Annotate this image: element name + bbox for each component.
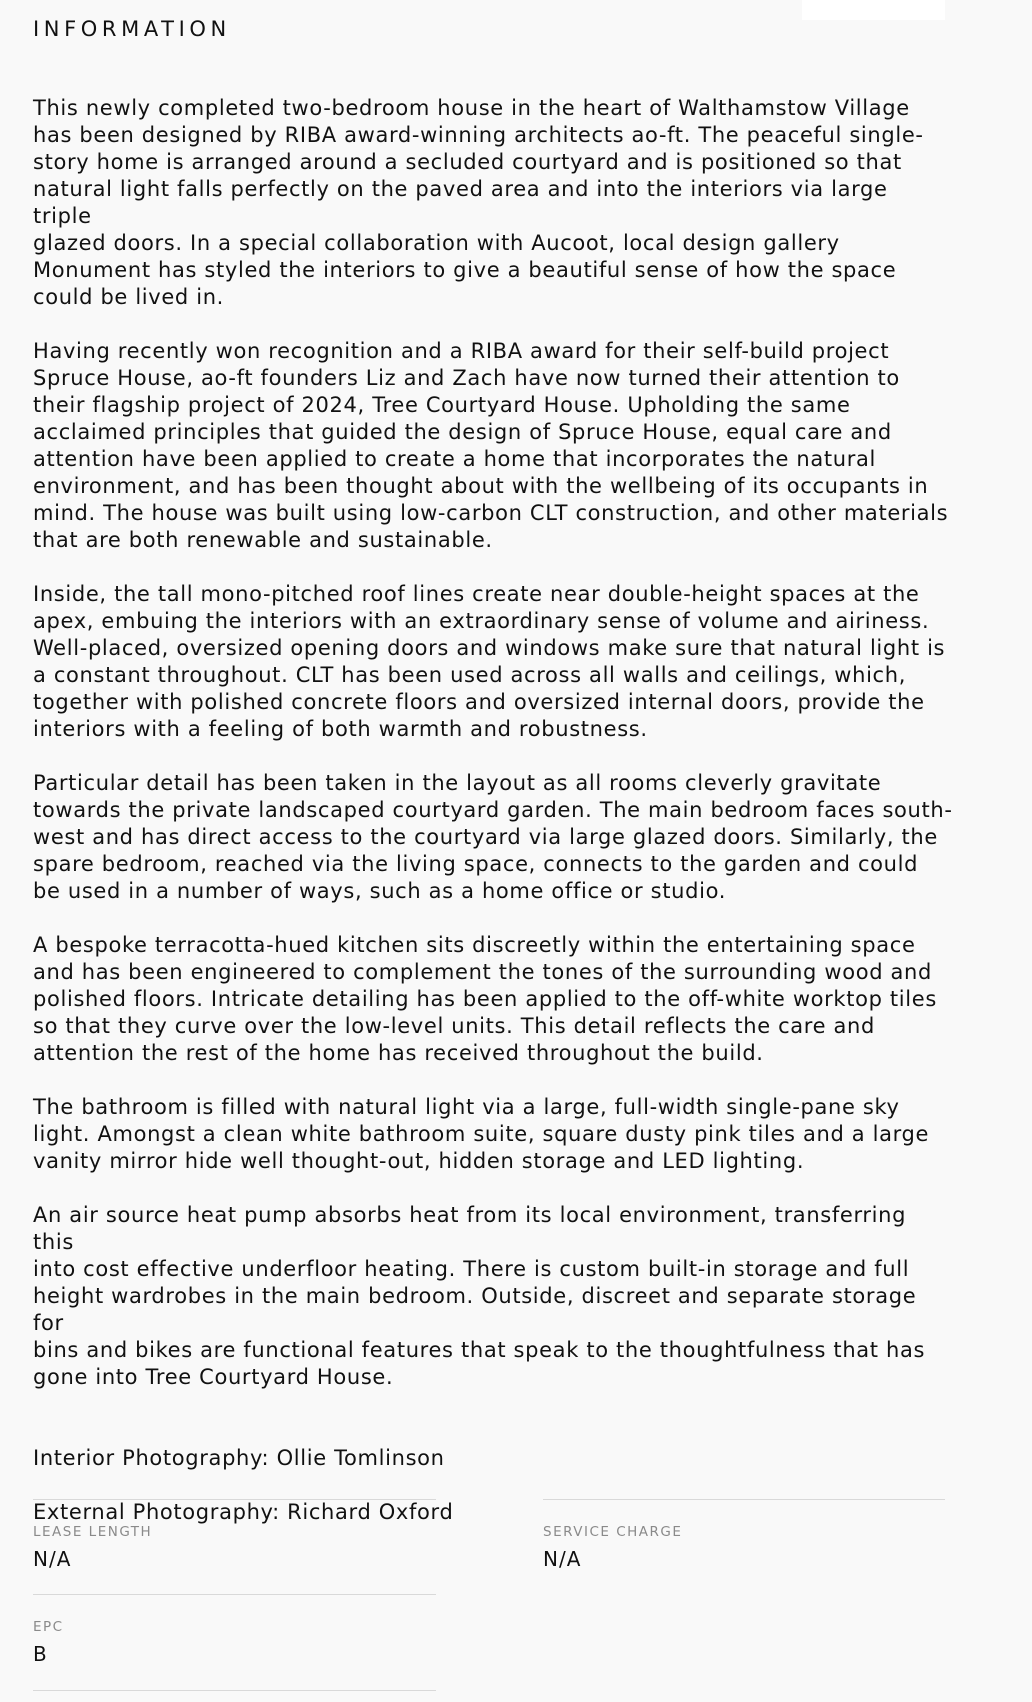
service-charge-label: SERVICE CHARGE <box>543 1524 683 1540</box>
epc-label: EPC <box>33 1619 64 1635</box>
lease-length-value: N/A <box>33 1547 72 1571</box>
section-heading: INFORMATION <box>33 17 231 41</box>
bottom-divider <box>33 1690 436 1691</box>
description-paragraph-4: Particular detail has been taken in the layout as all rooms cleverly gravitate towards the private landscaped courtyard garden. The main bedroom faces south- west and has direct access to the courtyard via large glazed doors. Similarly, the spare bedroom, reached via the living space, connects to the garden and could be used in a number of ways, such as a home office or studio. <box>33 771 953 903</box>
epc-value: B <box>33 1642 48 1666</box>
property-description <box>33 95 953 1553</box>
description-paragraph-6: The bathroom is filled with natural light via a large, full-width single-pane sky light. Amongst a clean white bathroom suite, square dusty pink tiles and a large vanity mirror hide well thought-out, hidden storage and LED lighting. <box>33 1095 930 1173</box>
service-charge-value: N/A <box>543 1547 582 1571</box>
description-paragraph-5: A bespoke terracotta-hued kitchen sits discreetly within the entertaining space and has been engineered to complement the tones of the surrounding wood and polished floors. Intricate detailing has been applied to the off-white worktop tiles so that they curve over the low-level units. This detail reflects the care and attention the rest of the home has received throughout the build. <box>33 933 937 1065</box>
description-paragraph-7: An air source heat pump absorbs heat from its local environment, transferring this into cost effective underfloor heating. There is custom built-in storage and full height wardrobes in the main bedroom. Outside, discreet and separate storage for bins and bikes are functional features that speak to the thoughtfulness that has gone into Tree Courtyard House. <box>33 1203 926 1389</box>
epc-field <box>33 1594 436 1690</box>
top-tab-background <box>802 0 945 20</box>
service-charge-field <box>543 1499 945 1595</box>
interior-photography-credit: Interior Photography: Ollie Tomlinson <box>33 1446 445 1470</box>
lease-length-label: LEASE LENGTH <box>33 1524 153 1540</box>
lease-length-field <box>33 1499 436 1595</box>
description-paragraph-1: This newly completed two-bedroom house in the heart of Walthamstow Village has been designed by RIBA award-winning architects ao-ft. The peaceful single- story home is arranged around a secluded courtyard and is positioned so that natural light falls perfectly on the paved area and into the interiors via large triple glazed doors. In a special collaboration with Aucoot, local design gallery Monument has styled the interiors to give a beautiful sense of how the space could be lived in. <box>33 96 924 309</box>
description-paragraph-2: Having recently won recognition and a RIBA award for their self-build project Spruce House, ao-ft founders Liz and Zach have now turned their attention to their flagship project of 2024, Tree Courtyard House. Upholding the same acclaimed principles that guided the design of Spruce House, equal care and attention have been applied to create a home that incorporates the natural environment, and has been thought about with the wellbeing of its occupants in mind. The house was built using low-carbon CLT construction, and other materials that are both renewable and sustainable. <box>33 339 949 552</box>
external-photography-credit: External Photography: Richard Oxford <box>33 1500 454 1524</box>
description-paragraph-3: Inside, the tall mono-pitched roof lines create near double-height spaces at the apex, embuing the interiors with an extraordinary sense of volume and airiness. Well-placed, oversized opening doors and windows make sure that natural light is a constant throughout. CLT has been used across all walls and ceilings, which, together with polished concrete floors and oversized internal doors, provide the interiors with a feeling of both warmth and robustness. <box>33 582 946 741</box>
